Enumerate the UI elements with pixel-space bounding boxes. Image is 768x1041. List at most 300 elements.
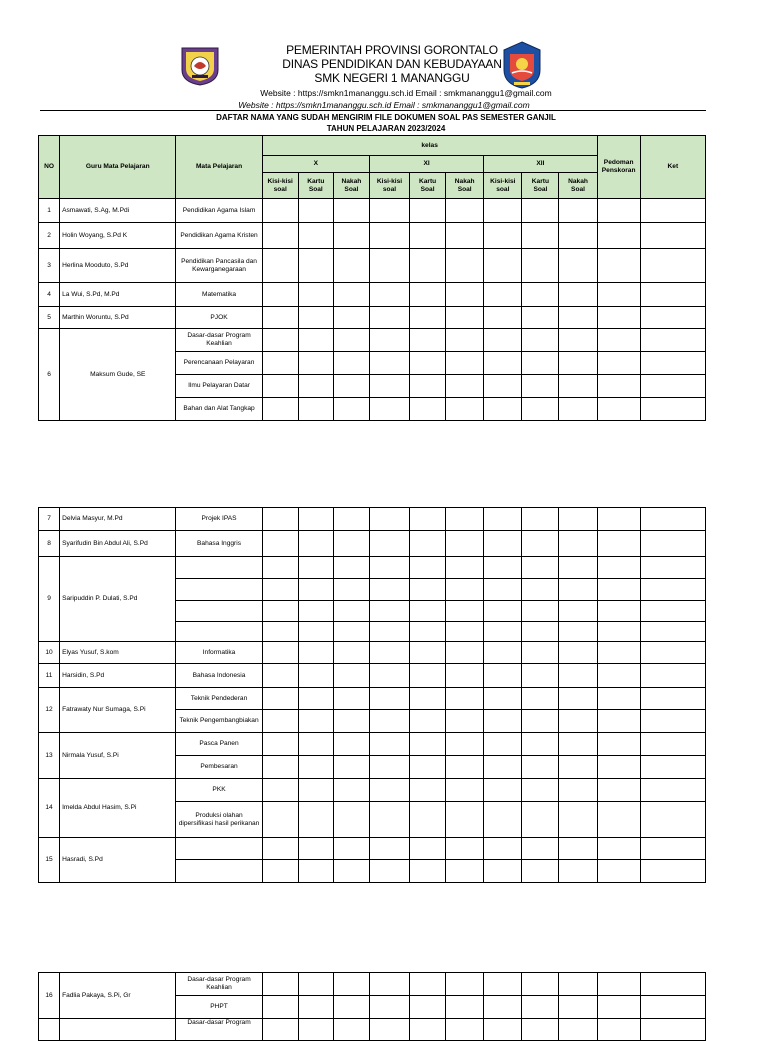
table-cell: Nirmala Yusuf, S.Pi	[60, 733, 176, 779]
table-cell	[597, 996, 640, 1019]
table-cell	[484, 223, 522, 249]
table-cell	[446, 579, 484, 601]
table-cell	[559, 779, 597, 802]
table-cell: Dasar-dasar Program Keahlian	[176, 973, 262, 996]
table-cell	[559, 756, 597, 779]
table-cell	[640, 996, 705, 1019]
table-cell	[484, 802, 522, 838]
table-row	[39, 973, 706, 996]
table-cell	[333, 531, 369, 557]
table-cell	[298, 802, 333, 838]
table-cell	[484, 733, 522, 756]
table-cell	[522, 973, 559, 996]
table-cell	[298, 508, 333, 531]
table-cell	[298, 733, 333, 756]
table-cell	[522, 1019, 559, 1041]
table-row	[39, 688, 706, 710]
table-cell	[559, 531, 597, 557]
document-title: DAFTAR NAMA YANG SUDAH MENGIRIM FILE DOKUMEN SOAL PAS SEMESTER GANJIL	[216, 113, 556, 122]
col-ket: Ket	[640, 136, 705, 199]
table-cell	[410, 802, 446, 838]
table-cell	[262, 838, 298, 860]
table-row	[39, 508, 706, 531]
table-cell	[410, 973, 446, 996]
table-cell: Bahasa Indonesia	[176, 664, 262, 688]
table-cell	[484, 664, 522, 688]
table-cell: Pendidikan Agama Islam	[176, 199, 262, 223]
table-cell	[640, 756, 705, 779]
table-cell	[298, 329, 333, 352]
table-cell	[597, 601, 640, 622]
table-cell	[333, 329, 369, 352]
table-cell	[640, 557, 705, 579]
table-cell	[298, 398, 333, 421]
table-cell	[522, 199, 559, 223]
table-cell	[410, 199, 446, 223]
table-cell	[298, 223, 333, 249]
table-cell: Dasar-dasar Program	[176, 1019, 262, 1041]
table-cell	[333, 283, 369, 307]
table-cell	[298, 249, 333, 283]
table-cell	[484, 249, 522, 283]
table-cell	[484, 622, 522, 642]
table-cell	[522, 398, 559, 421]
col-naskah-x: Nakah Soal	[333, 173, 369, 199]
table-cell	[410, 579, 446, 601]
table-cell: PHPT	[176, 996, 262, 1019]
table-cell	[446, 223, 484, 249]
table-cell	[522, 622, 559, 642]
table-cell	[262, 996, 298, 1019]
table-cell	[484, 1019, 522, 1041]
table-cell: Fadlia Pakaya, S.Pi, Gr	[60, 973, 176, 1019]
table-cell	[484, 779, 522, 802]
table-row	[39, 329, 706, 352]
table-cell	[559, 307, 597, 329]
table-cell	[522, 996, 559, 1019]
table-row	[39, 733, 706, 756]
table-cell: 4	[39, 283, 60, 307]
table-cell	[446, 756, 484, 779]
col-kartu-xi: Kartu Soal	[410, 173, 446, 199]
table-row	[39, 223, 706, 249]
table-cell	[640, 710, 705, 733]
table-cell	[298, 664, 333, 688]
table-cell	[559, 283, 597, 307]
table-cell	[298, 1019, 333, 1041]
table-cell	[522, 733, 559, 756]
table-row	[39, 531, 706, 557]
table-cell	[446, 688, 484, 710]
table-cell	[597, 838, 640, 860]
table-cell: Delvia Masyur, M.Pd	[60, 508, 176, 531]
table-cell	[597, 1019, 640, 1041]
table-cell	[597, 398, 640, 421]
table-cell	[262, 802, 298, 838]
table-cell	[369, 664, 409, 688]
table-cell	[559, 223, 597, 249]
table-cell: 12	[39, 688, 60, 733]
table-cell	[597, 710, 640, 733]
table-cell	[176, 622, 262, 642]
table-cell	[559, 622, 597, 642]
table-cell	[369, 375, 409, 398]
table-cell: Pendidikan Agama Kristen	[176, 223, 262, 249]
table-cell	[446, 375, 484, 398]
table-cell	[298, 860, 333, 883]
table-cell	[446, 531, 484, 557]
table-cell	[446, 996, 484, 1019]
table-cell	[522, 375, 559, 398]
table-cell: 6	[39, 329, 60, 421]
table-cell: 3	[39, 249, 60, 283]
table-cell	[597, 622, 640, 642]
table-cell	[298, 352, 333, 375]
table-cell	[369, 199, 409, 223]
table-cell	[484, 601, 522, 622]
table-cell	[262, 508, 298, 531]
table-cell	[640, 802, 705, 838]
table-cell	[333, 838, 369, 860]
table-cell	[410, 531, 446, 557]
table-cell	[597, 199, 640, 223]
table-cell	[559, 996, 597, 1019]
table-cell	[410, 223, 446, 249]
table-cell	[262, 579, 298, 601]
table-cell	[559, 249, 597, 283]
col-grade-x: X	[262, 156, 369, 173]
table-cell: Projek IPAS	[176, 508, 262, 531]
table-cell	[522, 756, 559, 779]
table-cell: 2	[39, 223, 60, 249]
table-cell	[640, 601, 705, 622]
col-no: NO	[39, 136, 60, 199]
table-cell	[597, 223, 640, 249]
col-kartu-x: Kartu Soal	[298, 173, 333, 199]
table-cell	[559, 860, 597, 883]
table-cell	[262, 642, 298, 664]
col-naskah-xii: Nakah Soal	[559, 173, 597, 199]
table-cell	[298, 756, 333, 779]
table-cell	[262, 557, 298, 579]
table-cell	[333, 223, 369, 249]
table-cell	[369, 557, 409, 579]
table-cell	[640, 223, 705, 249]
table-cell	[484, 375, 522, 398]
table-cell	[446, 1019, 484, 1041]
table-cell	[410, 557, 446, 579]
table-cell	[484, 973, 522, 996]
table-cell	[369, 329, 409, 352]
table-cell	[369, 802, 409, 838]
table-cell	[484, 860, 522, 883]
table-cell	[446, 642, 484, 664]
col-kartu-xii: Kartu Soal	[522, 173, 559, 199]
table-cell	[597, 688, 640, 710]
table-row	[39, 838, 706, 860]
table-cell	[446, 199, 484, 223]
col-subject: Mata Pelajaran	[176, 136, 262, 199]
table-cell	[484, 756, 522, 779]
table-cell	[298, 688, 333, 710]
table-cell	[559, 838, 597, 860]
table-cell	[176, 557, 262, 579]
table-cell	[559, 710, 597, 733]
table-cell	[597, 642, 640, 664]
table-cell	[597, 664, 640, 688]
table-cell	[262, 779, 298, 802]
table-cell	[446, 508, 484, 531]
table-cell	[597, 860, 640, 883]
table-cell	[522, 838, 559, 860]
table-cell	[640, 398, 705, 421]
table-cell	[484, 307, 522, 329]
table-cell	[60, 1019, 176, 1041]
table-cell	[484, 710, 522, 733]
table-cell	[559, 375, 597, 398]
table-cell	[522, 249, 559, 283]
table-cell	[410, 664, 446, 688]
table-cell	[597, 283, 640, 307]
table-cell: PKK	[176, 779, 262, 802]
table-cell	[262, 329, 298, 352]
table-cell: Asmawati, S.Ag, M.Pdi	[60, 199, 176, 223]
table-cell	[446, 307, 484, 329]
table-cell	[176, 579, 262, 601]
contact-line-italic: Website : https://smkn1mananggu.sch.id Email : smkmananggu1@gmail.com	[238, 100, 530, 110]
table-cell	[410, 710, 446, 733]
table-cell	[333, 249, 369, 283]
table-cell	[333, 642, 369, 664]
table-cell: Maksum Gude, SE	[60, 329, 176, 421]
table-cell	[369, 756, 409, 779]
table-cell	[559, 802, 597, 838]
table-cell	[369, 779, 409, 802]
table-cell	[369, 307, 409, 329]
table-cell	[446, 802, 484, 838]
table-cell	[333, 307, 369, 329]
table-cell: Herlina Mooduto, S.Pd	[60, 249, 176, 283]
table-cell	[333, 710, 369, 733]
table-cell	[640, 307, 705, 329]
table-cell	[410, 508, 446, 531]
table-cell	[597, 352, 640, 375]
table-cell	[333, 398, 369, 421]
table-cell	[640, 622, 705, 642]
table-cell: Fatrawaty Nur Sumaga, S.Pi	[60, 688, 176, 733]
table-cell	[298, 579, 333, 601]
table-cell	[597, 756, 640, 779]
table-cell	[176, 838, 262, 860]
table-cell	[484, 996, 522, 1019]
table-cell	[597, 375, 640, 398]
table-cell	[333, 622, 369, 642]
table-cell	[446, 398, 484, 421]
table-cell	[369, 996, 409, 1019]
table-cell	[597, 579, 640, 601]
table-cell	[333, 996, 369, 1019]
table-cell	[369, 283, 409, 307]
table-cell	[522, 710, 559, 733]
table-cell	[559, 688, 597, 710]
table-cell	[522, 307, 559, 329]
header-divider	[40, 110, 706, 111]
table-cell	[597, 508, 640, 531]
table-cell	[369, 642, 409, 664]
col-kisi-xii: Kisi-kisi soal	[484, 173, 522, 199]
table-cell	[640, 973, 705, 996]
table-cell	[298, 199, 333, 223]
table-cell	[298, 531, 333, 557]
table-cell: 1	[39, 199, 60, 223]
table-cell	[522, 642, 559, 664]
table-cell	[559, 733, 597, 756]
table-cell	[262, 531, 298, 557]
table-cell: Saripuddin P. Dulati, S.Pd	[60, 557, 176, 642]
table-cell	[484, 329, 522, 352]
table-cell	[39, 1019, 60, 1041]
table-cell	[484, 508, 522, 531]
table-cell	[369, 622, 409, 642]
table-cell	[369, 1019, 409, 1041]
table-cell	[369, 352, 409, 375]
table-cell	[410, 622, 446, 642]
table-cell	[484, 398, 522, 421]
table-cell	[559, 508, 597, 531]
table-cell: 9	[39, 557, 60, 642]
table-cell	[522, 557, 559, 579]
table-cell	[298, 710, 333, 733]
table-cell	[410, 329, 446, 352]
government-name: PEMERINTAH PROVINSI GORONTALO	[286, 43, 498, 57]
col-grade-xi: XI	[369, 156, 483, 173]
table-row	[39, 199, 706, 223]
table-cell	[446, 329, 484, 352]
table-cell	[410, 838, 446, 860]
table-cell	[484, 557, 522, 579]
school-name: SMK NEGERI 1 MANANGGU	[314, 71, 470, 85]
table-cell	[597, 733, 640, 756]
table-cell: Harsidin, S.Pd	[60, 664, 176, 688]
table-cell	[410, 996, 446, 1019]
table-cell	[333, 375, 369, 398]
table-cell	[333, 688, 369, 710]
table-cell	[446, 973, 484, 996]
table-cell	[298, 973, 333, 996]
table-cell	[522, 601, 559, 622]
table-cell: Hasradi, S.Pd	[60, 838, 176, 883]
table-cell: Teknik Pengembangbiakan	[176, 710, 262, 733]
table-cell	[522, 329, 559, 352]
col-kelas: kelas	[262, 136, 597, 156]
table-cell	[298, 779, 333, 802]
table-cell: 15	[39, 838, 60, 883]
table-cell	[262, 307, 298, 329]
table-cell	[597, 557, 640, 579]
table-cell	[522, 664, 559, 688]
table-cell	[298, 642, 333, 664]
table-cell	[298, 557, 333, 579]
table-cell: Holin Woyang, S.Pd K	[60, 223, 176, 249]
table-cell	[446, 557, 484, 579]
table-cell	[597, 973, 640, 996]
table-row	[39, 779, 706, 802]
table-cell	[640, 779, 705, 802]
table-cell	[522, 223, 559, 249]
table-cell	[597, 779, 640, 802]
table-cell	[410, 733, 446, 756]
table-row	[39, 283, 706, 307]
table-cell	[333, 802, 369, 838]
table-cell	[640, 375, 705, 398]
table-cell	[369, 838, 409, 860]
table-cell: 13	[39, 733, 60, 779]
col-naskah-xi: Nakah Soal	[446, 173, 484, 199]
table-cell	[298, 622, 333, 642]
table-cell	[559, 601, 597, 622]
table-cell: Syarifudin Bin Abdul Ali, S.Pd	[60, 531, 176, 557]
table-cell	[369, 223, 409, 249]
table-cell	[522, 508, 559, 531]
col-grade-xii: XII	[484, 156, 597, 173]
table-cell	[333, 973, 369, 996]
table-cell	[262, 973, 298, 996]
table-cell	[597, 531, 640, 557]
table-cell	[262, 710, 298, 733]
table-cell	[333, 1019, 369, 1041]
table-cell	[369, 688, 409, 710]
table-cell	[446, 601, 484, 622]
table-cell	[559, 642, 597, 664]
table-cell: 11	[39, 664, 60, 688]
table-cell	[410, 249, 446, 283]
table-cell	[446, 664, 484, 688]
table-cell	[410, 352, 446, 375]
table-cell	[262, 860, 298, 883]
table-cell	[446, 622, 484, 642]
table-cell	[369, 710, 409, 733]
table-row	[39, 307, 706, 329]
table-cell: Pembesaran	[176, 756, 262, 779]
table-cell	[262, 688, 298, 710]
table-cell	[410, 1019, 446, 1041]
table-cell	[369, 860, 409, 883]
table-cell: 8	[39, 531, 60, 557]
table-cell	[522, 779, 559, 802]
table-cell	[369, 733, 409, 756]
table-row	[39, 664, 706, 688]
table-cell	[262, 249, 298, 283]
table-cell	[559, 973, 597, 996]
table-cell	[522, 802, 559, 838]
table-cell: La Wui, S.Pd, M.Pd	[60, 283, 176, 307]
table-row	[39, 249, 706, 283]
table-cell	[262, 375, 298, 398]
contact-line: Website : https://smkn1mananggu.sch.id Email : smkmananggu1@gmail.com	[260, 88, 552, 98]
table-cell	[369, 398, 409, 421]
table-cell	[333, 756, 369, 779]
table-cell	[640, 508, 705, 531]
table-cell	[640, 579, 705, 601]
table-cell	[298, 996, 333, 1019]
table-cell: Pendidikan Pancasila dan Kewarganegaraan	[176, 249, 262, 283]
table-cell: PJOK	[176, 307, 262, 329]
table-cell: Produksi olahan dipersifikasi hasil perikanan	[176, 802, 262, 838]
table-cell	[559, 557, 597, 579]
table-cell	[640, 283, 705, 307]
table-cell	[484, 531, 522, 557]
table-cell	[446, 860, 484, 883]
